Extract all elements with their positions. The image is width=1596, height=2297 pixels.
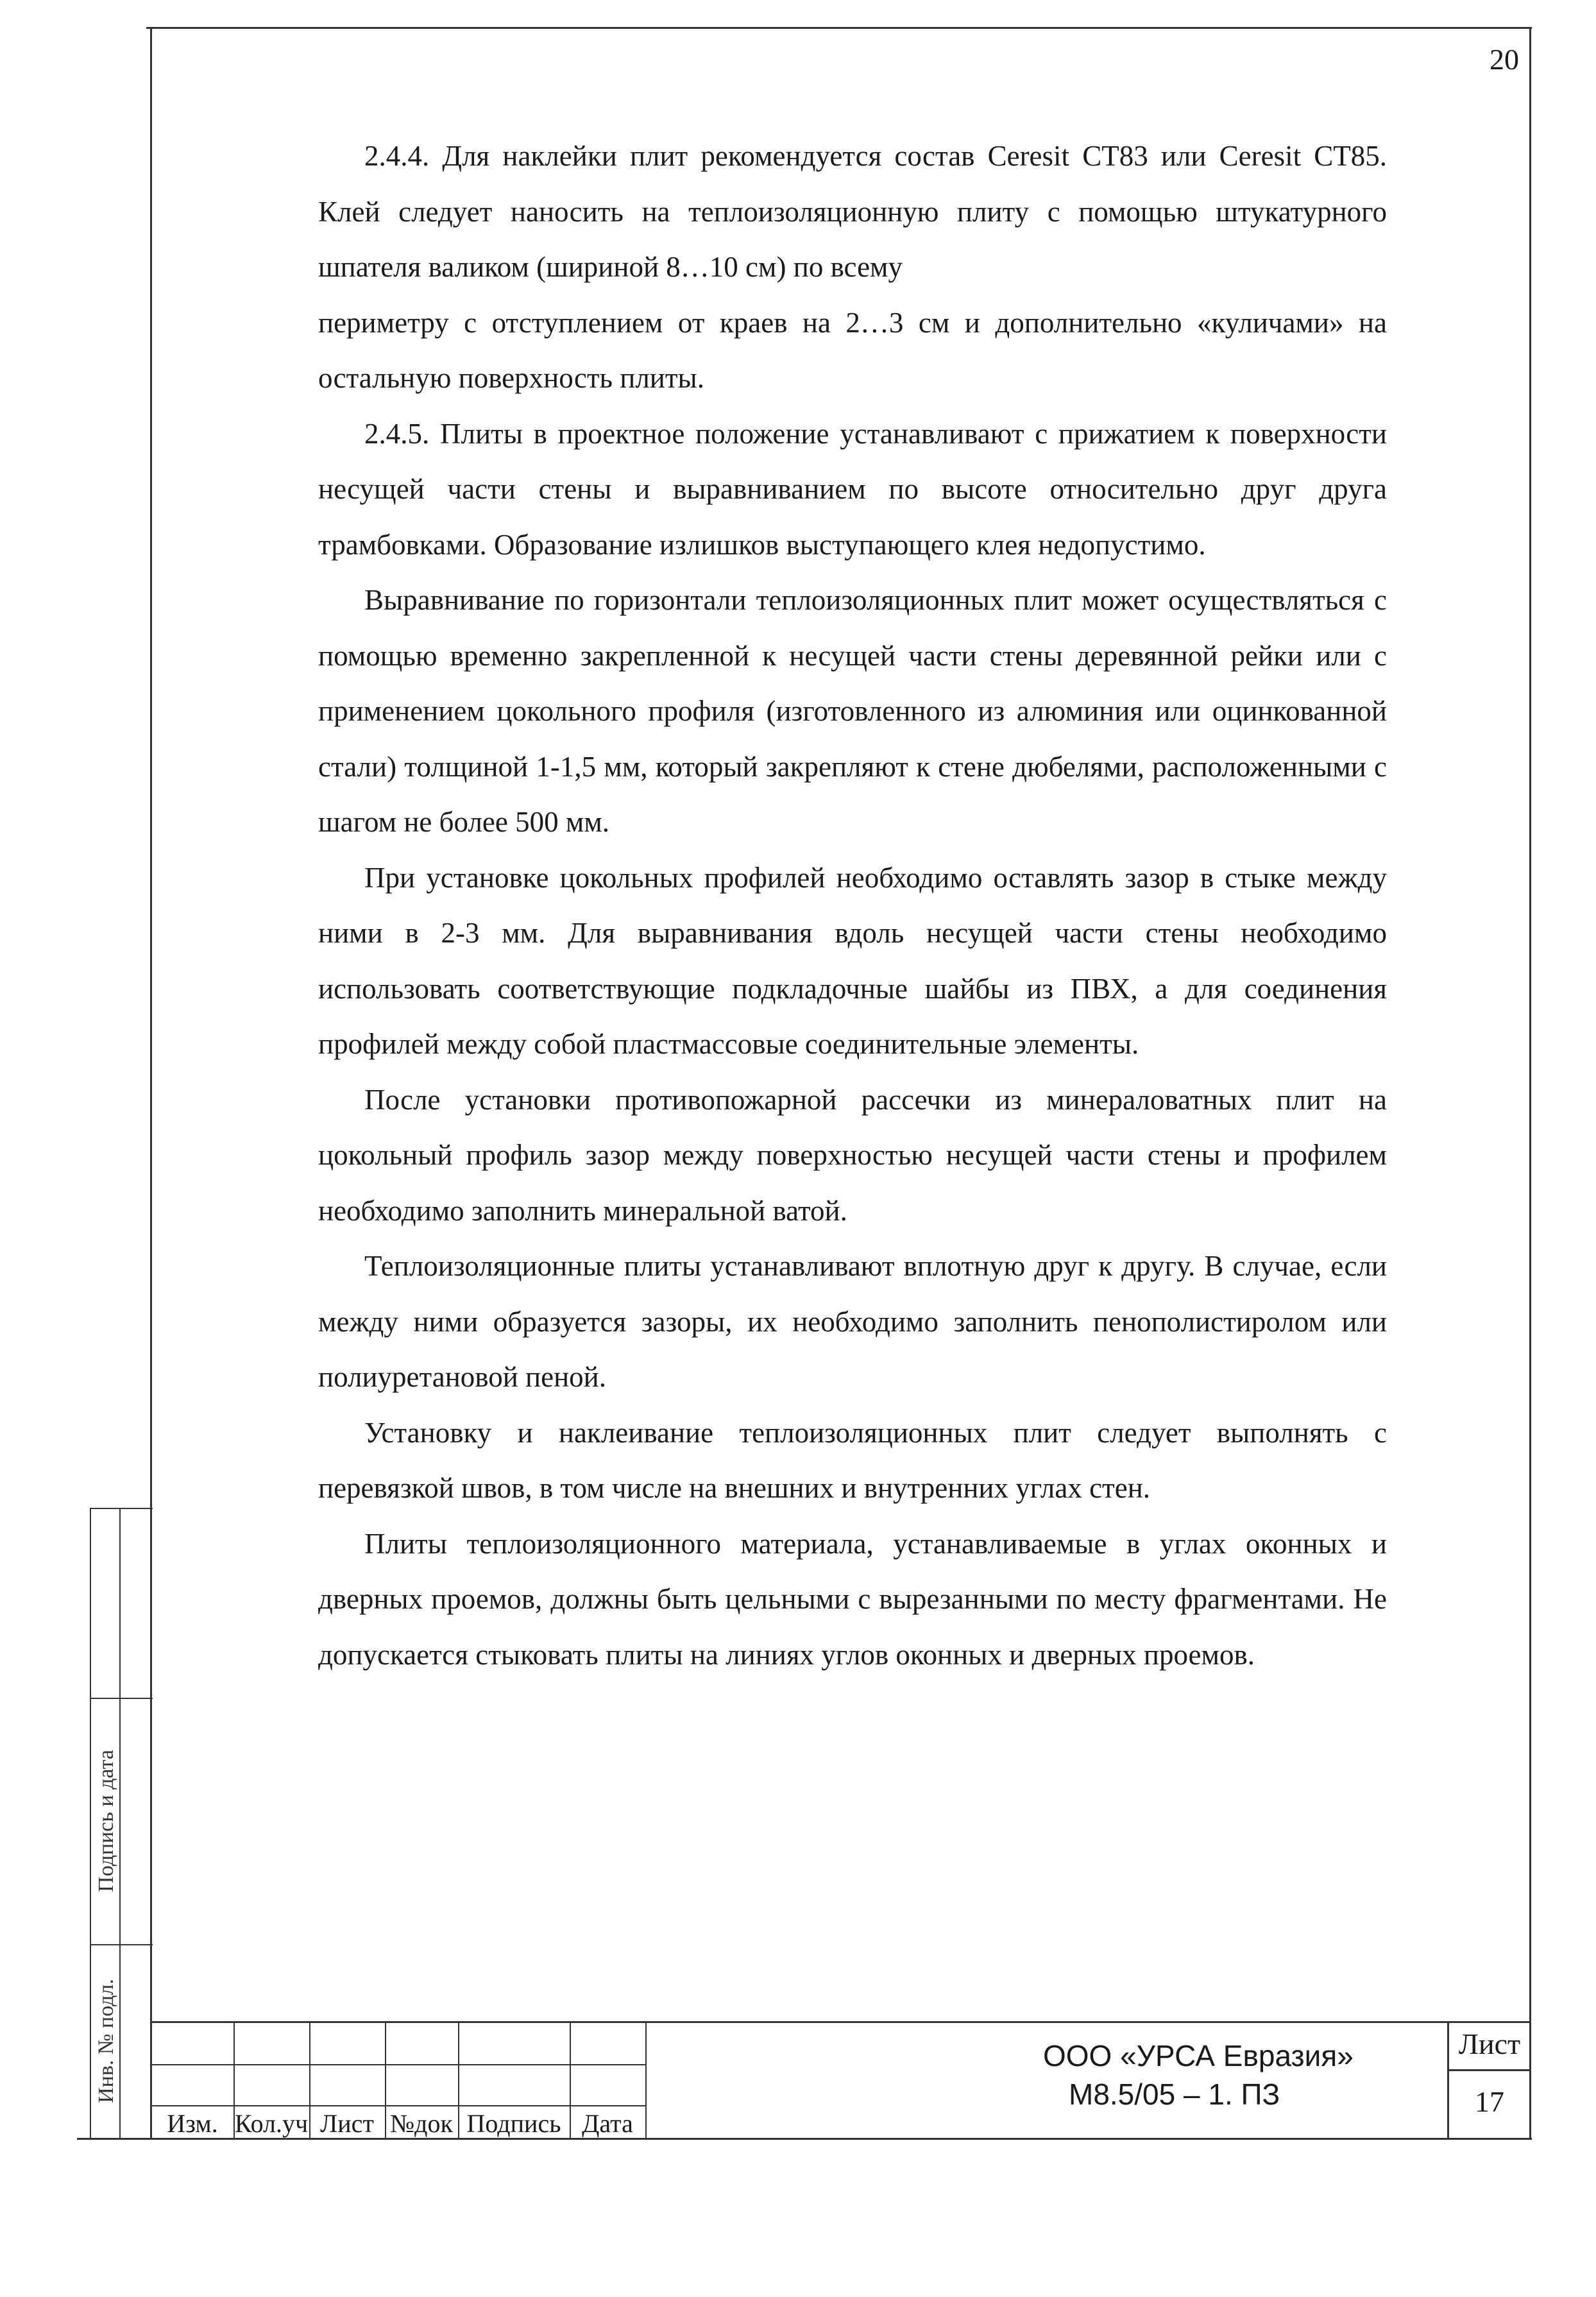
paragraph-plinth-profiles: При установке цокольных профилей необходимо оставлять зазор в стыке между ними в 2-3 мм. Для выравнивания вдоль несущей части стены необходимо использовать соответствующие подкладочные шайбы из ПВХ, а для соединения профилей между собой пластмассовые соединительные элементы. [318, 861, 1387, 1060]
paragraph-seam-offset: Установку и наклеивание теплоизоляционных плит следует выполнять с перевязкой швов, в том числе на внешних и внутренних углах стен. [318, 1416, 1387, 1504]
revision-table-row-line [151, 2064, 645, 2065]
binding-strip-divider [91, 1508, 153, 1509]
sheet-cell-divider [1447, 2069, 1529, 2071]
paragraph-openings: Плиты теплоизоляционного материала, устанавливаемые в углах оконных и дверных проемов, должны быть цельными с вырезанными по месту фрагментами. Не допускается стыковать плиты на линиях углов оконных и дверных проемов. [318, 1527, 1387, 1671]
col-header-count: Кол.уч [234, 2108, 309, 2138]
col-header-date: Дата [582, 2108, 633, 2138]
revision-table-col-line [645, 2023, 647, 2140]
title-block [151, 2021, 1529, 2140]
paragraph-leveling: Выравнивание по горизонтали теплоизоляционных плит может осуществляться с помощью временно закрепленной к несущей части стены деревянной рейки или с применением цокольного профиля (изготовленного из алюминия или оцинкованной стали) толщиной 1-1,5 мм, который закрепляют к стене дюбелями, расположенными с шагом не более 500 мм. [318, 584, 1387, 838]
frame-right-border [1529, 27, 1531, 2139]
binding-strip [90, 1508, 153, 2138]
sheet-number: 17 [1475, 2085, 1504, 2118]
paragraph-2-4-4: 2.4.4. Для наклейки плит рекомендуется состав Ceresit CT83 или Ceresit CT85. Клей следует наносить на теплоизоляционную плиту с помощью штукатурного шпателя валиком (шириной 8…10 см) по всему [318, 140, 1387, 283]
document-code: М8.5/05 – 1. ПЗ [1069, 2078, 1280, 2111]
binding-strip-inner-line [119, 1508, 121, 2138]
document-body [318, 128, 1387, 1682]
frame-top-border [146, 27, 1532, 29]
paragraph-2-4-5: 2.4.5. Плиты в проектное положение устанавливают с прижатием к поверхности несущей части стены и выравниванием по высоте относительно друг друга трамбовками. Образование излишков выступающего клея недопустимо. [318, 417, 1387, 561]
organization-name: ООО «УРСА Евразия» [1043, 2039, 1354, 2072]
inventory-number-label: Инв. № подл. [94, 1979, 119, 2103]
paragraph-2-4-4-continued: периметру с отступлением от краев на 2…3 см и дополнительно «куличами» на остальную поверхность плиты. [318, 306, 1387, 394]
col-header-sheet: Лист [320, 2108, 374, 2138]
paragraph-tight-fit: Теплоизоляционные плиты устанавливают вплотную друг к другу. В случае, если между ними образуется зазоры, их необходимо заполнить пенополистиролом или полиуретановой пеной. [318, 1250, 1387, 1393]
col-header-doc-number: №док [390, 2108, 453, 2138]
col-header-change: Изм. [167, 2108, 218, 2138]
col-header-signature: Подпись [466, 2108, 561, 2138]
sheet-label: Лист [1458, 2028, 1521, 2060]
signature-date-label: Подпись и дата [94, 1750, 118, 1892]
sheet-cell-border [1447, 2023, 1449, 2140]
paragraph-fire-break: После установки противопожарной рассечки из минераловатных плит на цокольный профиль зазор между поверхностью несущей части стены и профилем необходимо заполнить минеральной ватой. [318, 1083, 1387, 1227]
page-number: 20 [1490, 43, 1519, 76]
revision-table [151, 2023, 645, 2140]
